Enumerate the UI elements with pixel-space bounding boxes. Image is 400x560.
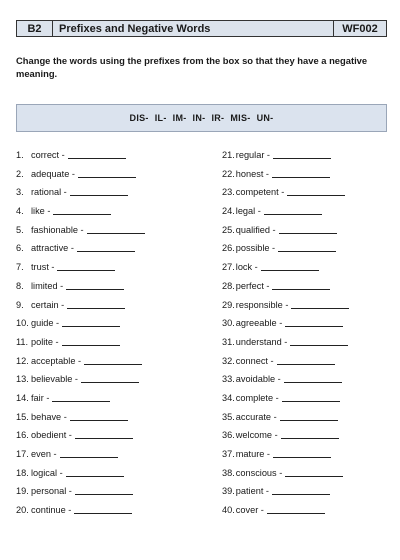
answer-blank[interactable] [87, 225, 145, 234]
prefix: IM- [172, 113, 187, 123]
item-word: believable - [31, 374, 78, 385]
item-word: fashionable - [31, 224, 84, 235]
exercise-item [16, 206, 206, 225]
answer-blank[interactable] [74, 505, 132, 514]
item-number: 36. [222, 430, 235, 441]
item-number: 28. [222, 280, 235, 291]
exercise-item [16, 356, 206, 375]
answer-blank[interactable] [70, 412, 128, 421]
item-word: behave - [31, 411, 67, 422]
exercise-item [222, 374, 392, 393]
level-label: B2 [17, 21, 53, 36]
item-word: conscious - [235, 467, 283, 478]
item-number: 27. [222, 262, 235, 273]
item-word: like - [31, 206, 51, 217]
item-word: regular - [235, 150, 270, 160]
item-word: adequate - [31, 168, 75, 179]
answer-blank[interactable] [272, 281, 330, 290]
worksheet-code: WF002 [342, 22, 378, 35]
item-number: 37. [222, 449, 235, 459]
item-word: understand - [235, 336, 288, 347]
item-word: mature - [235, 449, 270, 459]
exercise-item [16, 430, 206, 449]
item-word: legal - [235, 206, 261, 217]
exercise-column-left [16, 150, 206, 524]
exercise-item [222, 225, 392, 244]
answer-blank[interactable] [57, 262, 115, 271]
worksheet-header [16, 20, 387, 37]
item-number: 4. [16, 206, 24, 217]
prefix: IL- [154, 113, 167, 123]
answer-blank[interactable] [282, 393, 340, 402]
item-number: 32. [222, 355, 235, 366]
exercise-item [16, 374, 206, 393]
answer-blank[interactable] [279, 225, 337, 234]
item-word: guide - [31, 318, 60, 329]
exercise-item [16, 412, 206, 431]
exercise-item [222, 300, 392, 319]
item-word: certain - [31, 299, 65, 310]
item-number: 34. [222, 392, 235, 403]
worksheet-title: Prefixes and Negative Words [53, 21, 334, 36]
exercise-item [16, 187, 206, 206]
item-number: 39. [222, 486, 235, 497]
instructions-text: Change the words using the prefixes from the box so that they have a negative meaning. [16, 55, 368, 79]
item-word: perfect - [235, 280, 270, 291]
answer-blank[interactable] [261, 262, 319, 271]
item-word: rational - [31, 187, 67, 198]
item-number: 10. [16, 318, 29, 329]
item-number: 20. [16, 505, 29, 516]
item-number: 26. [222, 243, 235, 254]
answer-blank[interactable] [272, 169, 330, 178]
exercise-item [16, 468, 206, 487]
exercise-item [16, 281, 206, 300]
answer-blank[interactable] [285, 468, 343, 477]
prefix: IR- [211, 113, 225, 123]
exercise-item [222, 169, 392, 188]
exercise-item [222, 505, 392, 524]
answer-blank[interactable] [285, 318, 343, 327]
item-number: 12. [16, 355, 29, 366]
answer-blank[interactable] [53, 206, 111, 215]
item-word: agreeable - [235, 318, 283, 329]
exercise-item [222, 243, 392, 262]
exercise-item [16, 150, 206, 169]
answer-blank[interactable] [287, 187, 345, 196]
item-number: 14. [16, 392, 29, 403]
item-word: connect - [235, 355, 274, 366]
answer-blank[interactable] [66, 468, 124, 477]
item-number: 18. [16, 467, 29, 478]
item-number: 21. [222, 150, 235, 160]
answer-blank[interactable] [68, 150, 126, 159]
answer-blank[interactable] [67, 300, 125, 309]
prefix: MIS- [230, 113, 251, 123]
answer-blank[interactable] [273, 150, 331, 159]
item-number: 38. [222, 467, 235, 478]
exercise-item [222, 150, 392, 169]
exercise-item [222, 337, 392, 356]
item-number: 25. [222, 224, 235, 235]
item-word: competent - [235, 187, 285, 198]
answer-blank[interactable] [272, 486, 330, 495]
item-number: 16. [16, 430, 29, 441]
item-number: 5. [16, 224, 24, 235]
exercise-item [16, 393, 206, 412]
prefix: IN- [192, 113, 206, 123]
item-number: 15. [16, 411, 29, 422]
answer-blank[interactable] [280, 412, 338, 421]
answer-blank[interactable] [281, 430, 339, 439]
answer-blank[interactable] [77, 243, 135, 252]
prefix: DIS- [129, 113, 149, 123]
item-number: 24. [222, 206, 235, 217]
item-number: 22. [222, 168, 235, 179]
item-word: lock - [235, 262, 258, 273]
answer-blank[interactable] [81, 374, 139, 383]
exercise-item [222, 393, 392, 412]
item-number: 8. [16, 280, 24, 291]
answer-blank[interactable] [78, 169, 136, 178]
exercise-item [16, 486, 206, 505]
answer-blank[interactable] [267, 505, 325, 514]
item-number: 7. [16, 262, 24, 273]
item-word: limited - [31, 280, 64, 291]
answer-blank[interactable] [278, 243, 336, 252]
exercise-item [16, 337, 206, 356]
item-number: 13. [16, 374, 29, 385]
exercise-item [222, 206, 392, 225]
item-word: logical - [31, 467, 63, 478]
item-word: correct - [31, 150, 65, 160]
item-number: 19. [16, 486, 29, 497]
item-number: 17. [16, 449, 29, 459]
exercise-item [222, 281, 392, 300]
item-word: welcome - [235, 430, 278, 441]
exercise-item [16, 300, 206, 319]
exercise-item [222, 468, 392, 487]
answer-blank[interactable] [290, 337, 348, 346]
exercise-item [16, 449, 206, 468]
exercise-column-right [222, 150, 392, 524]
item-number: 23. [222, 187, 235, 198]
item-number: 31. [222, 336, 235, 347]
answer-blank[interactable] [264, 206, 322, 215]
item-number: 6. [16, 243, 24, 254]
item-number: 33. [222, 374, 235, 385]
item-word: attractive - [31, 243, 74, 254]
exercise-item [222, 187, 392, 206]
exercise-item [16, 505, 206, 524]
answer-blank[interactable] [60, 449, 118, 458]
item-word: personal - [31, 486, 72, 497]
item-number: 1. [16, 150, 24, 160]
item-word: even - [31, 449, 57, 459]
item-number: 11. [16, 336, 29, 347]
answer-blank[interactable] [75, 430, 133, 439]
answer-blank[interactable] [66, 281, 124, 290]
answer-blank[interactable] [273, 449, 331, 458]
item-word: avoidable - [235, 374, 281, 385]
item-number: 2. [16, 168, 24, 179]
answer-blank[interactable] [70, 187, 128, 196]
exercise-item [16, 243, 206, 262]
answer-blank[interactable] [62, 318, 120, 327]
answer-blank[interactable] [284, 374, 342, 383]
item-number: 30. [222, 318, 235, 329]
item-word: honest - [235, 168, 269, 179]
exercise-item [222, 486, 392, 505]
exercise-item [222, 449, 392, 468]
exercise-item [16, 169, 206, 188]
item-word: acceptable - [31, 355, 82, 366]
item-word: polite - [31, 336, 59, 347]
exercise-item [222, 262, 392, 281]
item-word: fair - [31, 392, 50, 403]
exercise-item [16, 225, 206, 244]
prefix-box [16, 104, 387, 132]
item-word: possible - [235, 243, 276, 254]
exercise-item [222, 318, 392, 337]
exercise-item [222, 430, 392, 449]
exercise-item [16, 262, 206, 281]
item-word: accurate - [235, 411, 277, 422]
exercise-item [222, 412, 392, 431]
item-word: qualified - [235, 224, 276, 235]
item-number: 35. [222, 411, 235, 422]
exercise-item [222, 356, 392, 375]
item-word: continue - [31, 505, 72, 516]
answer-blank[interactable] [75, 486, 133, 495]
item-number: 40. [222, 505, 235, 516]
answer-blank[interactable] [277, 356, 335, 365]
answer-blank[interactable] [52, 393, 110, 402]
item-word: patient - [235, 486, 269, 497]
item-word: trust - [31, 262, 55, 273]
answer-blank[interactable] [62, 337, 120, 346]
item-word: cover - [235, 505, 264, 516]
item-word: obedient - [31, 430, 72, 441]
item-number: 9. [16, 299, 24, 310]
prefix: UN- [256, 113, 274, 123]
item-number: 3. [16, 187, 24, 198]
exercise-item [16, 318, 206, 337]
item-word: complete - [235, 392, 279, 403]
answer-blank[interactable] [291, 300, 349, 309]
answer-blank[interactable] [84, 356, 142, 365]
item-number: 29. [222, 299, 235, 310]
item-word: responsible - [235, 299, 289, 310]
